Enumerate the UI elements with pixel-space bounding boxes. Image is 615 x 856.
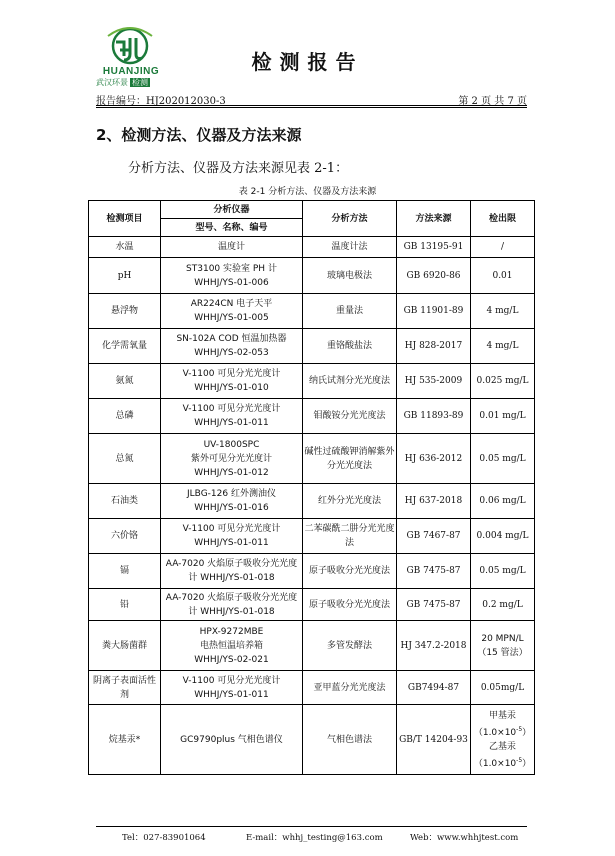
cell-item: pH — [89, 258, 161, 294]
limit-ethylmercury-close: ） — [522, 758, 532, 769]
table-row — [89, 364, 535, 399]
cell-source: GB 11893-89 — [397, 399, 471, 434]
cell-item: 氨氮 — [89, 364, 161, 399]
limit-ethylmercury-label: 乙基汞 — [488, 741, 516, 752]
header-item: 检测项目 — [89, 201, 161, 237]
cell-limit: / — [471, 237, 535, 258]
cell-method: 玻璃电极法 — [303, 258, 397, 294]
cell-source: GB 11901-89 — [397, 294, 471, 329]
cell-instrument: JLBG-126 红外测油仪 WHHJ/YS-01-016 — [161, 484, 303, 519]
cell-limit: 0.05mg/L — [471, 671, 535, 705]
cell-item: 六价铬 — [89, 519, 161, 554]
cell-item: 总氮 — [89, 434, 161, 484]
cell-source: HJ 636-2012 — [397, 434, 471, 484]
cell-limit: 20 MPN/L （15 管法） — [471, 621, 535, 671]
cell-item: 石油类 — [89, 484, 161, 519]
cell-instrument: GC9790plus 气相色谱仪 — [161, 705, 303, 775]
cell-limit: 0.06 mg/L — [471, 484, 535, 519]
limit-methylmercury-close: ） — [522, 727, 532, 738]
cell-item: 化学需氧量 — [89, 329, 161, 364]
cell-limit: 4 mg/L — [471, 329, 535, 364]
limit-methylmercury-base: （1.0×10 — [473, 727, 517, 738]
logo-english-text: HUANJING — [102, 66, 160, 77]
limit-ethylmercury-value — [472, 754, 533, 771]
table-row — [89, 671, 535, 705]
limit-methylmercury-exponent: -5 — [516, 725, 523, 733]
footer-web: Web：www.whhjtest.com — [410, 833, 519, 843]
table-row — [89, 294, 535, 329]
cell-limit: 4 mg/L — [471, 294, 535, 329]
cell-method: 重铬酸盐法 — [303, 329, 397, 364]
cell-limit: 0.025 mg/L — [471, 364, 535, 399]
header-instrument-sub: 型号、名称、编号 — [161, 219, 303, 237]
cell-instrument: SN-102A COD 恒温加热器 WHHJ/YS-02-053 — [161, 329, 303, 364]
table-row — [89, 329, 535, 364]
cell-instrument: V-1100 可见分光光度计 WHHJ/YS-01-011 — [161, 519, 303, 554]
table-row — [89, 258, 535, 294]
cell-instrument: ST3100 实验室 PH 计 WHHJ/YS-01-006 — [161, 258, 303, 294]
cell-source: HJ 347.2-2018 — [397, 621, 471, 671]
cell-limit: 0.05 mg/L — [471, 554, 535, 589]
header-divider — [96, 105, 527, 106]
cell-method: 碱性过硫酸钾消解紫外分光光度法 — [303, 434, 397, 484]
cell-item: 铅 — [89, 589, 161, 621]
cell-source: HJ 535-2009 — [397, 364, 471, 399]
header-source: 方法来源 — [397, 201, 471, 237]
header-divider-double — [96, 107, 527, 108]
cell-source: GB/T 14204-93 — [397, 705, 471, 775]
header-method: 分析方法 — [303, 201, 397, 237]
limit-ethylmercury-exponent: -5 — [516, 756, 523, 764]
table-row — [89, 554, 535, 589]
cell-instrument: V-1100 可见分光光度计 WHHJ/YS-01-010 — [161, 364, 303, 399]
cell-instrument: 温度计 — [161, 237, 303, 258]
cell-instrument: AA-7020 火焰原子吸收分光光度计 WHHJ/YS-01-018 — [161, 554, 303, 589]
cell-item: 总磷 — [89, 399, 161, 434]
cell-limit: 0.01 — [471, 258, 535, 294]
cell-method: 重量法 — [303, 294, 397, 329]
cell-method: 温度计法 — [303, 237, 397, 258]
cell-limit: 0.01 mg/L — [471, 399, 535, 434]
table-header-row — [89, 201, 535, 219]
methods-table — [88, 200, 535, 775]
cell-limit — [471, 705, 535, 775]
cell-limit: 0.004 mg/L — [471, 519, 535, 554]
table-row — [89, 484, 535, 519]
cell-item: 烷基汞* — [89, 705, 161, 775]
limit-methylmercury-label: 甲基汞 — [488, 710, 516, 721]
header-instrument: 分析仪器 — [161, 201, 303, 219]
footer-divider — [96, 826, 527, 827]
table-row — [89, 621, 535, 671]
cell-method: 红外分光光度法 — [303, 484, 397, 519]
cell-limit: 0.05 mg/L — [471, 434, 535, 484]
logo-company-name: 武汉环景 — [96, 78, 128, 87]
section-title: 2、检测方法、仪器及方法来源 — [96, 126, 302, 144]
cell-source: GB 7467-87 — [397, 519, 471, 554]
cell-method: 气相色谱法 — [303, 705, 397, 775]
table-row — [89, 399, 535, 434]
table-row — [89, 237, 535, 258]
logo-chinese-text — [96, 77, 168, 88]
table-row — [89, 519, 535, 554]
footer-tel: Tel：027-83901064 — [122, 833, 206, 843]
cell-item: 悬浮物 — [89, 294, 161, 329]
cell-source: HJ 637-2018 — [397, 484, 471, 519]
cell-item: 水温 — [89, 237, 161, 258]
table-row — [89, 434, 535, 484]
cell-item: 粪大肠菌群 — [89, 621, 161, 671]
cell-method: 原子吸收分光光度法 — [303, 589, 397, 621]
table-row — [89, 589, 535, 621]
report-number: 报告编号：HJ202012030-3 — [96, 96, 226, 107]
limit-methylmercury-value — [472, 723, 533, 740]
cell-source: GB 7475-87 — [397, 589, 471, 621]
cell-method: 亚甲蓝分光光度法 — [303, 671, 397, 705]
cell-instrument: AA-7020 火焰原子吸收分光光度计 WHHJ/YS-01-018 — [161, 589, 303, 621]
cell-instrument: HPX-9272MBE 电热恒温培养箱 WHHJ/YS-02-021 — [161, 621, 303, 671]
cell-method: 钼酸铵分光光度法 — [303, 399, 397, 434]
intro-text: 分析方法、仪器及方法来源见表 2-1： — [128, 161, 349, 176]
table-caption: 表 2-1 分析方法、仪器及方法来源 — [238, 187, 377, 197]
cell-source: HJ 828-2017 — [397, 329, 471, 364]
cell-instrument: V-1100 可见分光光度计 WHHJ/YS-01-011 — [161, 671, 303, 705]
cell-item: 阴离子表面活性剂 — [89, 671, 161, 705]
cell-method: 多管发酵法 — [303, 621, 397, 671]
cell-item: 镉 — [89, 554, 161, 589]
document-title: 检测报告 — [251, 50, 364, 74]
cell-source: GB 6920-86 — [397, 258, 471, 294]
header-limit: 检出限 — [471, 201, 535, 237]
cell-method: 纳氏试剂分光光度法 — [303, 364, 397, 399]
cell-source: GB7494-87 — [397, 671, 471, 705]
cell-instrument: UV-1800SPC 紫外可见分光光度计 WHHJ/YS-01-012 — [161, 434, 303, 484]
cell-method: 原子吸收分光光度法 — [303, 554, 397, 589]
logo-tag: 检测 — [132, 78, 148, 87]
cell-source: GB 7475-87 — [397, 554, 471, 589]
footer-email: E-mail：whhj_testing@163.com — [246, 833, 383, 843]
cell-method: 二苯碳酰二肼分光光度法 — [303, 519, 397, 554]
limit-ethylmercury-base: （1.0×10 — [473, 758, 517, 769]
cell-instrument: AR224CN 电子天平 WHHJ/YS-01-005 — [161, 294, 303, 329]
cell-instrument: V-1100 可见分光光度计 WHHJ/YS-01-011 — [161, 399, 303, 434]
cell-source: GB 13195-91 — [397, 237, 471, 258]
page-number: 第 2 页 共 7 页 — [458, 96, 527, 107]
table-row — [89, 705, 535, 775]
cell-limit: 0.2 mg/L — [471, 589, 535, 621]
